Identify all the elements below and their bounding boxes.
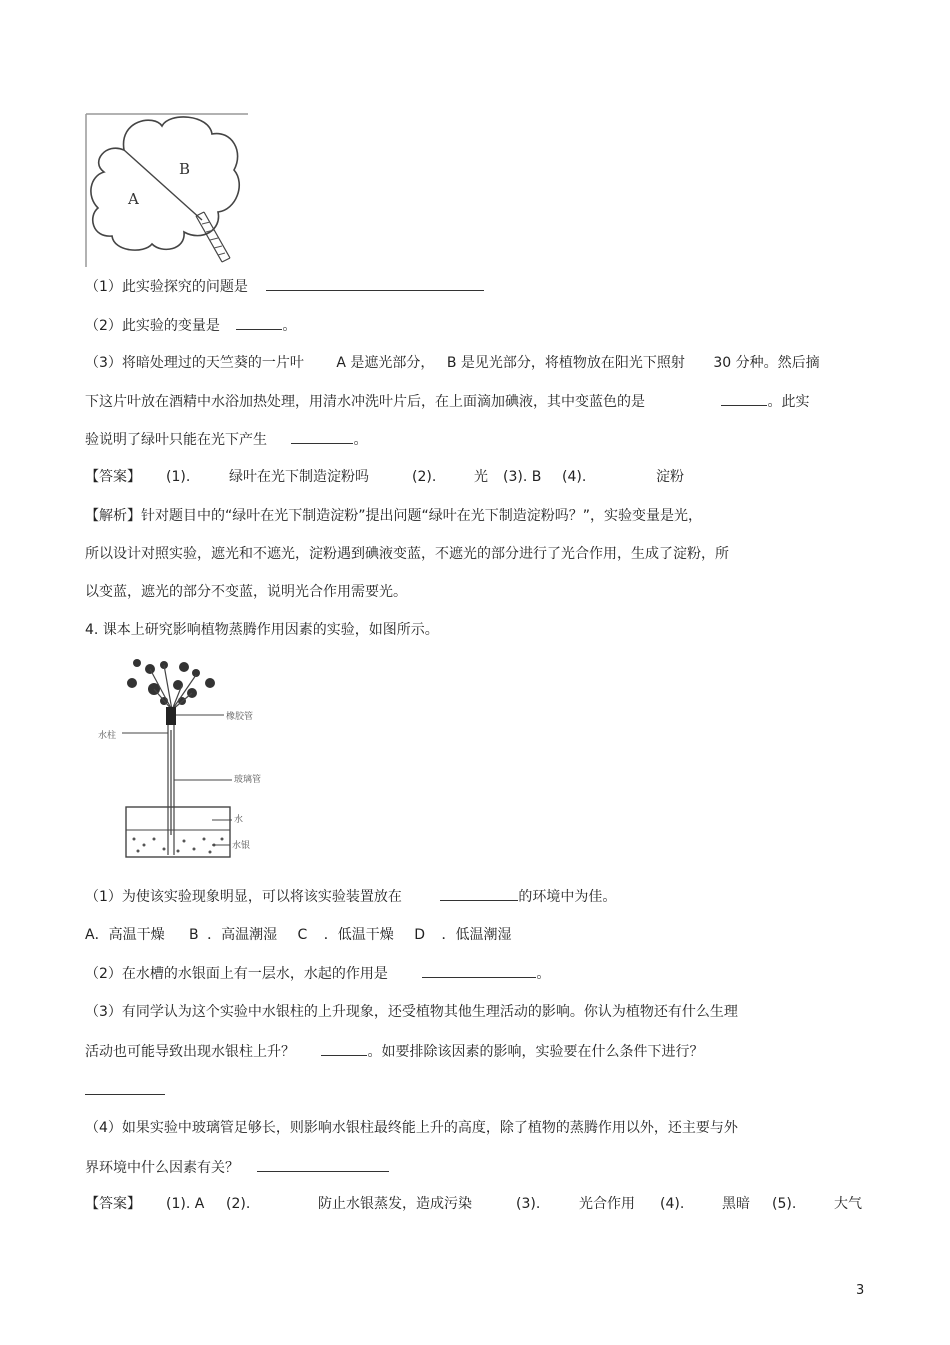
q3-answer: 【答案】 <box>85 469 141 485</box>
answer-blank[interactable] <box>422 963 536 978</box>
q4-sub3-line1: （3）有同学认为这个实验中水银柱的上升现象，还受植物其他生理活动的影响。你认为植物还有什么生理 <box>85 1004 738 1020</box>
answer-num: (4). <box>660 1196 685 1212</box>
q3-analysis-line2: 所以设计对照实验，遮光和不遮光，淀粉遇到碘液变蓝，不遮光的部分进行了光合作用，生成了淀粉，所 <box>85 546 729 562</box>
answer-blank[interactable] <box>236 315 282 330</box>
answer-num: (3). B <box>503 469 542 485</box>
label-a: A <box>128 190 139 208</box>
answer-text: 光合作用 <box>579 1196 635 1212</box>
q4-options <box>85 925 511 945</box>
answer-text: 淀粉 <box>656 469 684 485</box>
option-b[interactable]: ．高温潮湿 <box>207 927 278 943</box>
q4-sub4-line2: 界环境中什么因素有关？ <box>85 1157 389 1178</box>
q3-sub3-line2: 下这片叶放在酒精中水浴加热处理，用清水冲洗叶片后，在上面滴加碘液，其中变蓝色的是 。此实 <box>85 391 809 412</box>
label-water-column: 水柱 <box>98 731 117 741</box>
answer-blank[interactable] <box>266 276 484 291</box>
apparatus-figure <box>92 655 282 865</box>
answer-blank[interactable] <box>440 886 518 901</box>
option-b-letter[interactable]: B <box>189 927 199 943</box>
q3-sub1: （1）此实验探究的问题是 <box>85 276 484 297</box>
answer-blank[interactable] <box>721 391 767 406</box>
answer-num: (2). <box>412 469 437 485</box>
label-water: 水 <box>234 815 244 825</box>
option-d-letter[interactable]: D <box>414 927 426 943</box>
answer-num: (5). <box>772 1196 797 1212</box>
answer-blank[interactable] <box>291 429 353 444</box>
answer-blank[interactable] <box>257 1157 389 1172</box>
label-mercury: 水银 <box>232 841 251 851</box>
answer-num: (3). <box>516 1196 541 1212</box>
leaf-figure <box>84 112 250 270</box>
answer-text: 光 <box>474 469 488 485</box>
label-rubber-tube: 橡胶管 <box>226 712 254 722</box>
q4-sub4-line1: （4）如果实验中玻璃管足够长，则影响水银柱最终能上升的高度，除了植物的蒸腾作用以外，还主要与外 <box>85 1120 738 1136</box>
q3-sub2: （2）此实验的变量是 。 <box>85 315 296 336</box>
option-c-letter[interactable]: C <box>297 927 308 943</box>
q3-sub3-line1: （3）将暗处理过的天竺葵的一片叶 A 是遮光部分， B 是见光部分，将植物放在阳光下照射 30 分种。然后摘 <box>85 355 820 371</box>
answer-num: (2). <box>226 1196 251 1212</box>
answer-blank[interactable] <box>85 1080 165 1095</box>
q4-title: 4. 课本上研究影响植物蒸腾作用因素的实验，如图所示。 <box>85 622 439 638</box>
q4-sub3-line3 <box>85 1080 165 1101</box>
answer-blank[interactable] <box>321 1041 367 1056</box>
option-c[interactable]: ．低温干燥 <box>323 927 394 943</box>
answer-num: (4). <box>562 469 587 485</box>
answer-text: 防止水银蒸发，造成污染 <box>318 1196 472 1212</box>
answer-text: 大气 <box>834 1196 862 1212</box>
answer-num: (1). <box>166 469 191 485</box>
answer-text: 黑暗 <box>722 1196 750 1212</box>
q4-sub2: （2）在水槽的水银面上有一层水，水起的作用是 。 <box>85 963 550 984</box>
q3-analysis-line3: 以变蓝，遮光的部分不变蓝，说明光合作用需要光。 <box>85 584 407 600</box>
q4-sub1: （1）为使该实验现象明显，可以将该实验装置放在 的环境中为佳。 <box>85 886 616 907</box>
answer-tag: 【答案】 <box>85 1196 141 1212</box>
q3-sub3-line3: 验说明了绿叶只能在光下产生 。 <box>85 429 367 450</box>
option-a[interactable]: A．高温干燥 <box>85 927 165 943</box>
answer-text: 绿叶在光下制造淀粉吗 <box>229 469 369 485</box>
q4-sub3-line2: 活动也可能导致出现水银柱上升？ 。如要排除该因素的影响，实验要在什么条件下进行？ <box>85 1041 703 1062</box>
option-d[interactable]: ．低温潮湿 <box>441 927 512 943</box>
label-b: B <box>179 160 191 178</box>
label-glass-tube: 玻璃管 <box>234 775 262 785</box>
answer-num: (1). A <box>166 1196 205 1212</box>
page-number: 3 <box>856 1283 865 1298</box>
q3-analysis-line1: 【解析】针对题目中的“绿叶在光下制造淀粉”提出问题“绿叶在光下制造淀粉吗？”，实验变量是光， <box>85 508 703 524</box>
